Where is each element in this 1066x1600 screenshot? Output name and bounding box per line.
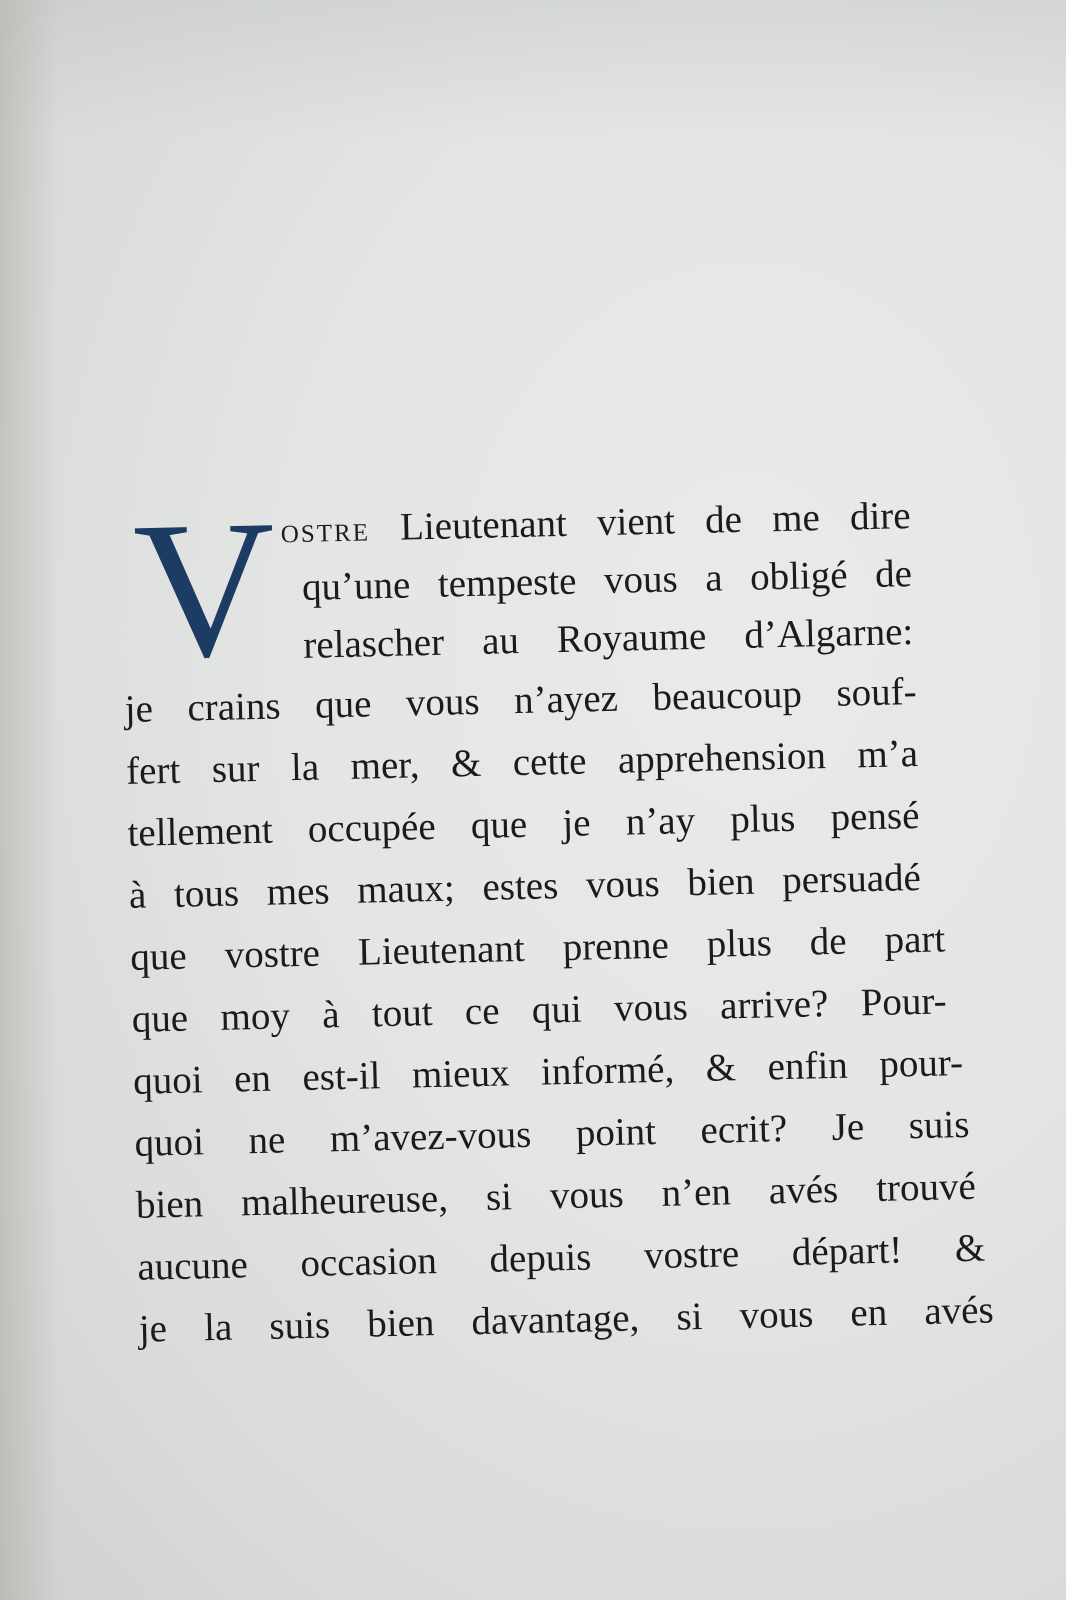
text-line-4: je crains que vous n’ayez beaucoup souf- xyxy=(124,669,918,731)
text-line-5: fert sur la mer, & cette apprehension m’a xyxy=(125,731,919,793)
page-edge-shadow xyxy=(0,0,60,1600)
text-line-10: quoi en est-il mieux informé, & enfin pour- xyxy=(132,1041,964,1103)
text-line-13: aucune occasion depuis vostre départ! & xyxy=(136,1226,986,1289)
text-line-14: je la suis bien davantage, si vous en avés xyxy=(138,1288,995,1351)
text-line-6: tellement occupée que je n’ay plus pensé xyxy=(127,793,920,855)
text-line-11: quoi ne m’avez-vous point ecrit? Je suis xyxy=(134,1102,970,1165)
text-line-3: relascher au Royaume d’Algarne: xyxy=(302,610,914,667)
opening-small-caps: OSTRE xyxy=(280,519,371,549)
text-line-9: que moy à tout ce qui vous arrive? Pour- xyxy=(131,979,948,1041)
text-line-1-rest: Lieutenant vient de me dire xyxy=(399,494,912,549)
text-line-2: qu’une tempeste vous a obligé de xyxy=(301,552,913,609)
drop-cap-initial: V xyxy=(131,479,279,700)
letter-text-block xyxy=(120,480,1001,1419)
text-line-7: à tous mes maux; estes vous bien persuadé xyxy=(128,855,922,917)
text-line-12: bien malheureuse, si vous n’en avés trouvé xyxy=(135,1164,977,1227)
text-line-8: que vostre Lieutenant prenne plus de part xyxy=(129,917,946,979)
page-top-shade xyxy=(0,0,1066,140)
text-line-1 xyxy=(280,496,911,549)
